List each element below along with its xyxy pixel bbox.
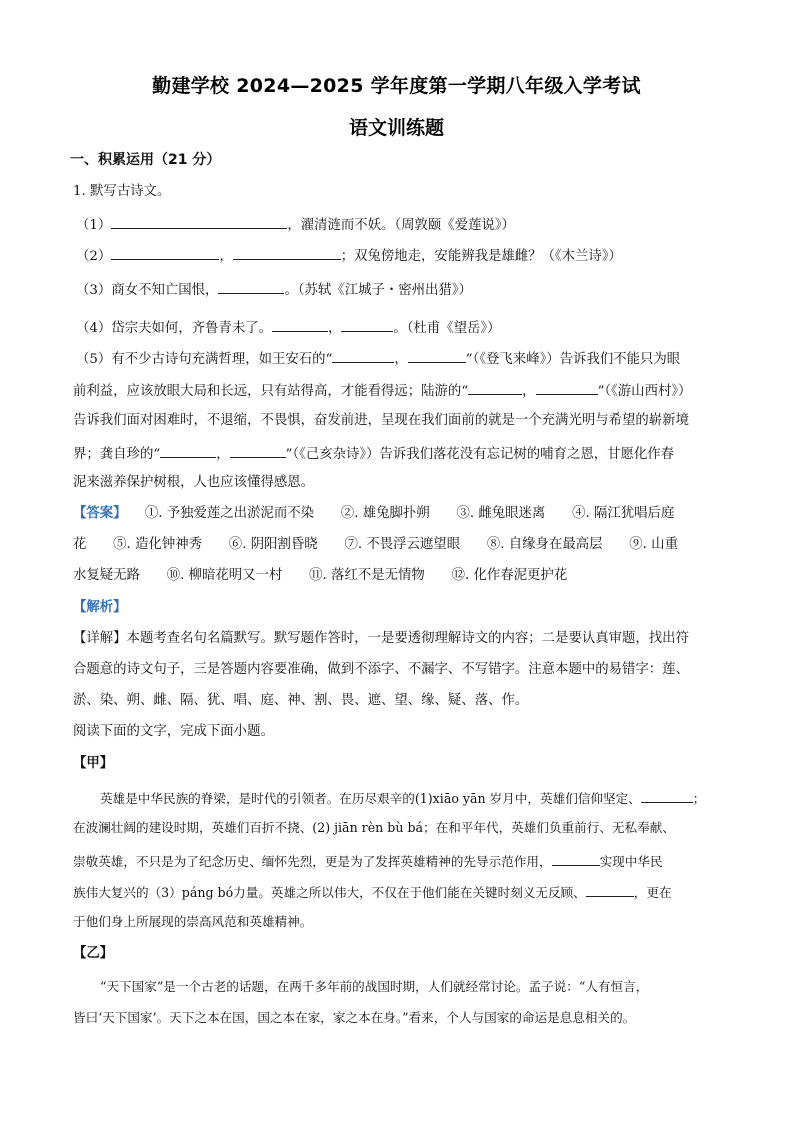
question-item-4 — [76, 317, 501, 338]
item-text: ， — [328, 321, 342, 336]
answer-blank — [230, 443, 286, 458]
passage-text: ，更在 — [633, 885, 672, 900]
item-text: ， — [394, 352, 408, 367]
item-text: ”（《己亥杂诗》）告诉我们落花没有忘记树的哺育之恩，甘愿化作春 — [285, 447, 675, 462]
passage-text: 英雄是中华民族的脊梁，是时代的引领者。在历尽艰辛的(1)xiāo yān 岁月中，英雄们信仰坚定、 — [100, 791, 641, 806]
answer-blank — [218, 279, 284, 294]
passage-text: 崇敬英雄，不只是为了纪念历史、缅怀先烈，更是为了发挥英雄精神的先导示范作用， — [73, 854, 552, 869]
answer-text: ①. 予独爱莲之出淤泥而不染 ②. 雄兔脚扑朔 ③. 雌兔眼迷离 ④. 隔江犹唱后庭 — [144, 506, 675, 521]
passage-jia-line-5: 于他们身上所展现的崇高风范和英雄精神。 — [73, 914, 313, 929]
answer-blank — [341, 317, 393, 332]
item-text: 界；龚自珍的“ — [73, 447, 161, 462]
passage-jia-line-3 — [73, 851, 663, 871]
item-text: （3）商女不知亡国恨， — [76, 283, 219, 298]
question-intro: 1. 默写古诗文。 — [73, 184, 171, 199]
item-text: ， — [216, 447, 230, 462]
answer-blank — [111, 214, 287, 229]
passage-yi-line-2: 皆曰‘天下国家’。天下之本在国，国之本在家，家之本在身。”看来，个人与国家的命运是息息相关的。 — [73, 1010, 636, 1025]
question-item-5-line-5: 泥来滋养保护树根，人也应该懂得感恩。 — [73, 475, 315, 490]
page-title: 勤建学校 2024—2025 学年度第一学期八年级入学考试 — [152, 75, 641, 97]
question-item-1 — [76, 214, 515, 235]
item-text: 。（杜甫《望岳》） — [393, 321, 501, 336]
answer-line-3: 水复疑无路 ⑩. 柳暗花明又一村 ⑪. 落红不是无情物 ⑫. 化作春泥更护花 — [73, 568, 568, 583]
question-item-5-line-1 — [76, 348, 680, 369]
item-text: （5）有不少古诗句充满哲理，如王安石的“ — [76, 352, 333, 367]
answer-blank — [468, 380, 522, 395]
item-text: （4）岱宗夫如何，齐鲁青未了。 — [76, 321, 272, 336]
passage-jia-line-2: 在波澜壮阔的建设时期，英雄们百折不挠、(2) jiān rèn bù bá；在和平年代，英雄们负重前行、无私奉献、 — [73, 820, 675, 835]
item-text: ，濯清涟而不妖。（周敦颐《爱莲说》） — [287, 218, 515, 233]
passage-text: 实现中华民 — [599, 854, 663, 869]
item-text: 。（苏轼《江城子・密州出猎》） — [284, 283, 472, 298]
item-text: ；双兔傍地走，安能辨我是雄雌？（《木兰诗》） — [340, 249, 622, 264]
page-subtitle: 语文训练题 — [348, 117, 444, 139]
passage-text: 族伟大复兴的（3）páng bó力量。英雄之所以伟大，不仅在于他们能在关键时刻义无反顾、 — [73, 885, 586, 900]
reading-instruction: 阅读下面的文字，完成下面小题。 — [73, 724, 274, 739]
question-item-5-line-4 — [73, 443, 674, 464]
analysis-line-3: 淤、染、朔、雌、隔、犹、唱、庭、神、割、畏、遮、望、缘、疑、落、作。 — [73, 693, 529, 708]
answer-blank — [233, 245, 341, 260]
passage-text: ； — [692, 791, 706, 806]
answer-blank — [332, 348, 394, 363]
analysis-line-2: 合题意的诗文句子，三是答题内容要准确，做到不添字、不漏字、不写错字。注意本题中的易错字：莲、 — [73, 662, 689, 677]
passage-jia-label: 【甲】 — [73, 756, 114, 771]
question-item-3 — [76, 279, 472, 300]
answer-blank — [641, 788, 693, 803]
item-text: ”（《登飞来峰》）告诉我们不能只为眼 — [465, 352, 681, 367]
question-item-5-line-2 — [73, 380, 691, 401]
answer-blank — [160, 443, 216, 458]
section-heading: 一、积累运用（21 分） — [70, 152, 221, 168]
answer-blank — [408, 348, 466, 363]
item-text: 前利益，应该放眼大局和长远，只有站得高，才能看得远；陆游的“ — [73, 384, 469, 399]
item-text: ， — [219, 249, 233, 264]
answer-blank — [111, 245, 219, 260]
answer-line-1 — [73, 505, 674, 523]
item-number: （1） — [76, 218, 112, 233]
item-text: ， — [522, 384, 536, 399]
analysis-label: 【解析】 — [73, 600, 127, 615]
item-number: （2） — [76, 249, 112, 264]
answer-line-2: 花 ⑤. 造化钟神秀 ⑥. 阴阳割昏晓 ⑦. 不畏浮云遮望眼 ⑧. 自缘身在最高层 ⑨. 山重 — [73, 537, 678, 552]
answer-blank — [536, 380, 598, 395]
answer-label: 【答案】 — [73, 506, 127, 521]
passage-yi-line-1: “天下国家”是一个古老的话题，在两千多年前的战国时期，人们就经常讨论。孟子说：“人有恒言， — [100, 979, 649, 994]
analysis-line-1: 【详解】本题考查名句名篇默写。默写题作答时，一是要透彻理解诗文的内容；二是要认真审题，找出符 — [73, 631, 689, 646]
passage-jia-line-4 — [73, 882, 672, 902]
passage-jia-line-1 — [100, 788, 705, 808]
question-item-5-line-3: 告诉我们面对困难时，不退缩，不畏惧，奋发前进，呈现在我们面前的就是一个充满光明与希望的崭新境 — [73, 413, 689, 428]
question-item-2 — [76, 245, 622, 266]
answer-blank — [272, 317, 328, 332]
answer-blank — [586, 882, 634, 897]
answer-blank — [552, 851, 600, 866]
passage-yi-label: 【乙】 — [73, 946, 114, 961]
item-text: ”（《游山西村》） — [597, 384, 692, 399]
